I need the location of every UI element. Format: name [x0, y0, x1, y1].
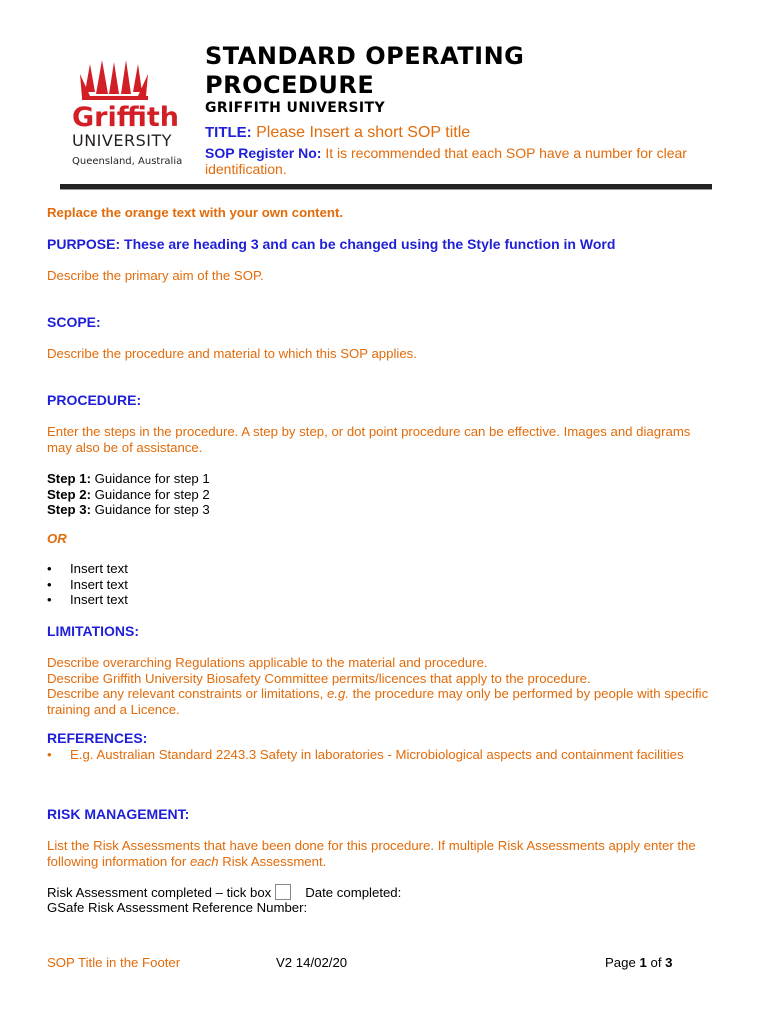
- step-row: [47, 471, 210, 487]
- step-text: Guidance for step 3: [94, 502, 210, 517]
- references-heading: REFERENCES:: [47, 730, 148, 746]
- risk-completed-row: [47, 884, 401, 901]
- flame-emblem-icon: [80, 60, 148, 100]
- scope-heading: SCOPE:: [47, 314, 101, 330]
- header-divider-thin: [60, 189, 712, 190]
- intro-instruction: Replace the orange text with your own content.: [47, 205, 344, 220]
- risk-completed-checkbox[interactable]: [275, 884, 291, 900]
- sop-title-value: Please Insert a short SOP title: [256, 124, 471, 141]
- sop-title-label: TITLE:: [205, 124, 252, 141]
- footer-version: V2 14/02/20: [276, 955, 348, 970]
- risk-completed-label: Risk Assessment completed – tick box: [47, 885, 272, 900]
- logo-location: Queensland, Australia: [72, 156, 183, 167]
- list-item: • Insert text: [47, 561, 128, 577]
- footer-page-number: Page 1 of 3: [605, 955, 673, 970]
- sop-register-label: SOP Register No:: [205, 145, 322, 161]
- document-title: STANDARD OPERATING PROCEDURE: [205, 42, 525, 99]
- step-row: [47, 487, 210, 503]
- risk-management-heading: RISK MANAGEMENT:: [47, 806, 190, 822]
- purpose-text: Describe the primary aim of the SOP.: [47, 268, 264, 283]
- scope-text: Describe the procedure and material to which this SOP applies.: [47, 346, 417, 361]
- gsafe-reference-label: GSafe Risk Assessment Reference Number:: [47, 900, 308, 915]
- step-text: Guidance for step 2: [94, 486, 210, 502]
- footer-title: SOP Title in the Footer: [47, 955, 181, 970]
- sop-register-line: [205, 145, 710, 177]
- risk-management-text: List the Risk Assessments that have been done for this procedure. If multiple Risk Assessments apply enter the following information for each Risk Assessment.: [47, 838, 696, 869]
- procedure-steps: [47, 471, 210, 518]
- limitations-text: [47, 655, 717, 717]
- procedure-bullet-list: [47, 561, 128, 608]
- sop-title-line: [205, 124, 470, 142]
- list-item: • E.g. Australian Standard 2243.3 Safety in laboratories - Microbiological aspects and containment facilities: [47, 747, 697, 763]
- sop-register-value: It is recommended that each SOP have a number for clear identification.: [205, 145, 687, 177]
- header-university: GRIFFITH UNIVERSITY: [205, 100, 386, 116]
- limitations-heading: LIMITATIONS:: [47, 623, 140, 639]
- step-row: [47, 502, 210, 518]
- step-label: Step 2:: [47, 486, 91, 502]
- date-completed-label: Date completed:: [305, 885, 402, 900]
- procedure-text: Enter the steps in the procedure. A step by step, or dot point procedure can be effective. Images and diagrams may also be of assistance.: [47, 424, 691, 455]
- limitations-line: Describe Griffith University Biosafety Committee permits/licences that apply to the procedure.: [47, 670, 591, 686]
- step-label: Step 3:: [47, 502, 91, 517]
- griffith-university-logo: [68, 60, 186, 172]
- limitations-line: Describe overarching Regulations applicable to the material and procedure.: [47, 655, 488, 670]
- or-separator: OR: [47, 531, 67, 546]
- step-label: Step 1:: [47, 471, 91, 486]
- list-item: • Insert text: [47, 592, 128, 608]
- procedure-heading: PROCEDURE:: [47, 392, 142, 408]
- references-list: [47, 747, 697, 763]
- purpose-heading: PURPOSE: These are heading 3 and can be changed using the Style function in Word: [47, 236, 616, 252]
- limitations-line: Describe any relevant constraints or limitations, e.g. the procedure may only be performed by people with specific training and a Licence.: [47, 686, 709, 717]
- list-item: • Insert text: [47, 577, 128, 593]
- step-text: Guidance for step 1: [94, 471, 210, 486]
- logo-wordmark: Griffith: [72, 102, 179, 133]
- logo-university: UNIVERSITY: [72, 131, 172, 150]
